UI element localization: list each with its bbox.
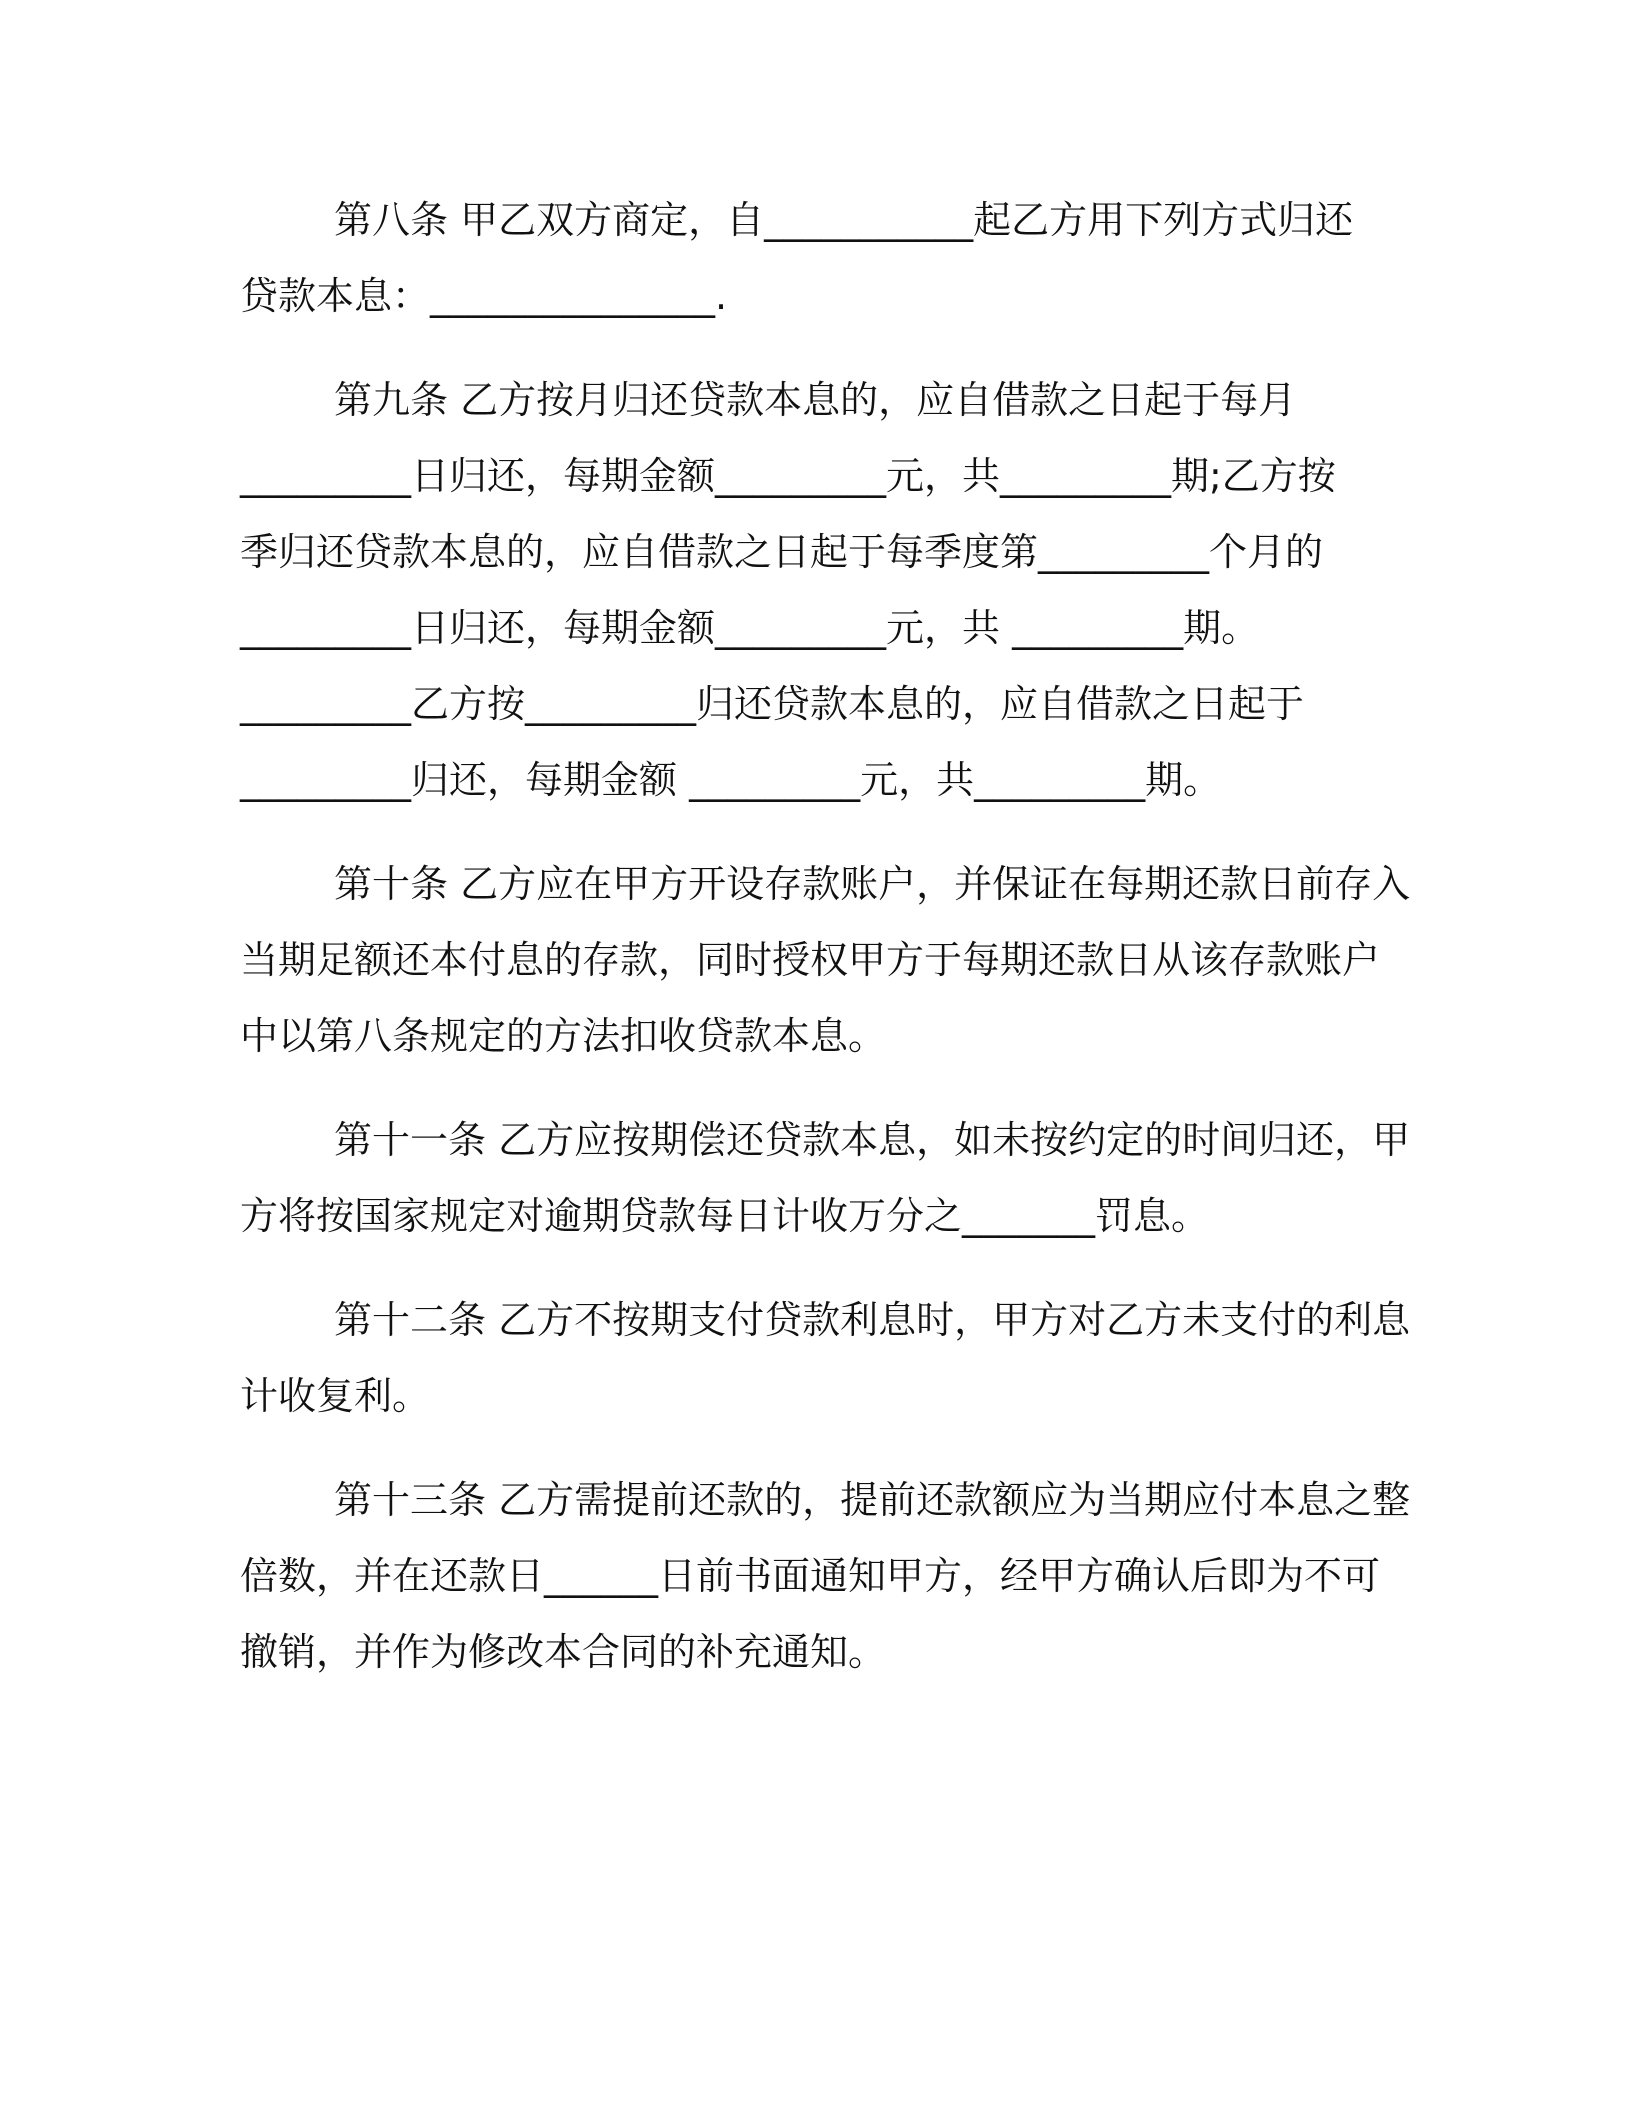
article-10-line-1: 第十条 乙方应在甲方开设存款账户，并保证在每期还款日前存入 bbox=[334, 862, 1411, 906]
article-11-line-2: 方将按国家规定对逾期贷款每日计收万分之_______罚息。 bbox=[240, 1194, 1210, 1238]
article-13-line-1: 第十三条 乙方需提前还款的，提前还款额应为当期应付本息之整 bbox=[334, 1478, 1411, 1522]
article-9-line-3: 季归还贷款本息的，应自借款之日起于每季度第_________个月的 bbox=[240, 530, 1324, 574]
article-9-line-5: _________乙方按_________归还贷款本息的，应自借款之日起于 bbox=[240, 682, 1305, 726]
article-8-line-1: 第八条 甲乙双方商定，自___________起乙方用下列方式归还 bbox=[334, 198, 1354, 242]
article-9-line-6: _________归还，每期金额 _________元，共_________期。 bbox=[240, 758, 1222, 802]
article-13-line-2: 倍数，并在还款日______日前书面通知甲方，经甲方确认后即为不可 bbox=[240, 1554, 1381, 1598]
article-13-line-3: 撤销，并作为修改本合同的补充通知。 bbox=[240, 1630, 887, 1674]
article-10-line-3: 中以第八条规定的方法扣收贷款本息。 bbox=[240, 1014, 887, 1058]
article-9-line-2: _________日归还，每期金额_________元，共_________期;乙方按 bbox=[240, 454, 1336, 498]
article-8-line-2: 贷款本息：_______________. bbox=[240, 274, 728, 318]
article-12-line-1: 第十二条 乙方不按期支付贷款利息时，甲方对乙方未支付的利息 bbox=[334, 1298, 1411, 1342]
article-12-line-2: 计收复利。 bbox=[240, 1374, 431, 1418]
article-11-line-1: 第十一条 乙方应按期偿还贷款本息，如未按约定的时间归还，甲 bbox=[334, 1118, 1411, 1162]
article-9-line-4: _________日归还，每期金额_________元，共 _________期。 bbox=[240, 606, 1260, 650]
article-10-line-2: 当期足额还本付息的存款，同时授权甲方于每期还款日从该存款账户 bbox=[240, 938, 1381, 982]
article-9-line-1: 第九条 乙方按月归还贷款本息的，应自借款之日起于每月 bbox=[334, 378, 1297, 422]
